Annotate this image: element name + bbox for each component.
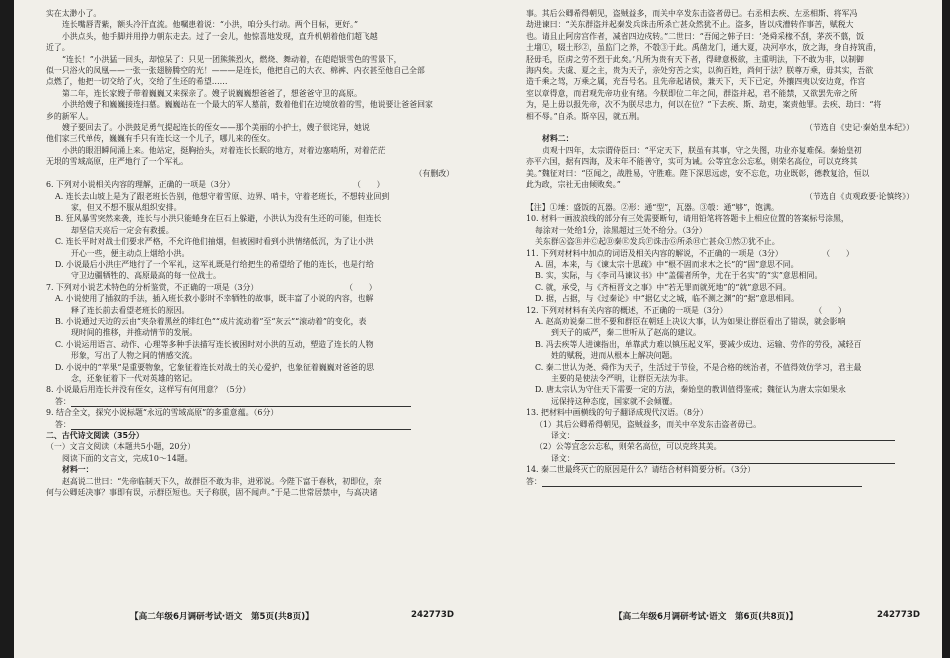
text-line (46, 19, 454, 30)
line-text: 关东群Ⓐ盗Ⓑ并Ⓒ起Ⓓ秦Ⓔ发兵Ⓕ诛击Ⓖ所杀Ⓗ亡甚众Ⓘ然Ⓙ犹不止。 (535, 237, 780, 247)
text-line (46, 305, 454, 316)
line-text: C. 连长平时对战士们要求严格，不允许他们抽烟，但被困时看到小洪情绪低沉，为了让小洪 (55, 237, 374, 247)
text-line (46, 76, 454, 87)
line-text: 答： (55, 396, 71, 406)
text-line (526, 156, 914, 167)
text-line (46, 293, 454, 304)
text-line (526, 384, 914, 395)
line-text: 无垠的雪域高原，庄严地行了一个军礼。 (46, 157, 189, 167)
line-text: 念，还象征着下一代对英雄的铭记。 (71, 374, 198, 383)
line-text: A. 连长去山坡上是为了跟老班长告别，他想守着雪原、边界、哨卡，守着老班长，不想转业回到 (55, 191, 390, 201)
line-text: “连长！”小洪猛一回头，却惊呆了：只见一团熊熊烈火，燃烧、舞动着，在皑皑银雪色的雪景下， (62, 54, 402, 64)
text-line (526, 31, 914, 42)
line-text: 他们家三代单传，巍巍有手只有连长这一个儿子，哪儿来的侄女。 (46, 134, 275, 144)
text-line (46, 430, 454, 441)
line-text: 10. 材料一画波浪线的部分有三处需要断句，请用铅笔将答题卡上相应位置的答案标号涂黑， (526, 214, 849, 224)
text-line (46, 236, 454, 247)
line-text: 海内矣。夫虞、夏之主，贵为天子，亲处穷苦之实，以徇百姓，尚何于法？朕尊万乘，毋其实，吾欲 (526, 66, 874, 76)
answer-blank[interactable] (575, 454, 895, 464)
text-line (46, 202, 454, 213)
line-text: 美。”魏征对曰：“臣闻之，战胜易，守胜难。陛下深思远虑，安不忘危，功业既彰，德教复洽，恒以 (526, 168, 870, 178)
text-line (526, 396, 914, 407)
text-line (46, 362, 454, 373)
text-line (526, 270, 914, 281)
text-line (46, 407, 454, 418)
page-5 (46, 8, 454, 498)
text-line (526, 8, 914, 19)
line-text: B. 小说通过天边的云由“夹杂着黑丝的绯红色”“成片流动着”至“灰云”“滚动着”的变化，表 (55, 316, 367, 326)
line-text: 却坚信天亮后一定会有救援。 (71, 225, 174, 235)
text-line (526, 339, 914, 350)
text-line (46, 441, 454, 452)
text-line (46, 54, 454, 65)
text-line (526, 65, 914, 76)
line-text: 点燃了，他把一切交给了火，交给了生还的希望…… (46, 77, 228, 87)
line-text: A. 固，本来，与《谏太宗十思疏》中“根不固而求木之长”的“固”意思不同。 (535, 259, 799, 269)
line-text: A. 赵高劝说秦二世不要和群臣在朝廷上决议大事，认为如果让群臣看出了错误，就会影响 (535, 316, 846, 326)
text-line (46, 8, 454, 19)
text-line (526, 168, 914, 179)
line-text: 姓的赋税，进而从根本上解决问题。 (551, 351, 678, 361)
footer-code: 242773D (876, 610, 920, 620)
text-line (46, 248, 454, 259)
text-line (526, 248, 914, 259)
line-text: C. 秦二世认为尧、舜作为天子，生活过于节俭，不是合格的统治者，不值得效仿学习，君主最 (535, 362, 862, 372)
line-text: 家，但又不想不服从组织安排。 (71, 202, 182, 212)
line-text: （节选自《史记·秦始皇本纪》） (804, 123, 914, 133)
line-text: 实在太渺小了。 (46, 9, 102, 18)
text-line (526, 191, 914, 202)
text-line (526, 42, 914, 53)
line-text: 乡的新军人。 (46, 111, 94, 121)
line-text: B. 狂风暴雪突然来袭，连长与小洪只能蜷身在巨石上躲避，小洪认为没有生还的可能，但连长 (55, 214, 382, 224)
line-text: 12. 下列对材料有关内容的概述，不正确的一项是（3分） （ ） (526, 305, 846, 315)
line-text: 小洪点头，他手脚并用挣力朝东走去。过了一会儿，他惊喜地发现，直升机朝着他们超飞越 (62, 31, 378, 41)
text-line (526, 407, 914, 418)
line-text: 小洪给嫂子和巍巍接连扫墓。巍巍站在一个最大的军人墓前，数着他们在边境放着的雪，他说要让爸爸回家 (62, 100, 433, 110)
answer-line[interactable] (526, 476, 914, 487)
text-line (526, 259, 914, 270)
line-text: 远保持这种态度，国家就不会倾覆。 (551, 396, 678, 406)
text-line (46, 259, 454, 270)
answer-line[interactable] (46, 396, 454, 407)
text-line (526, 282, 914, 293)
text-line (526, 88, 914, 99)
text-line (46, 168, 454, 179)
text-line (46, 191, 454, 202)
page-6 (526, 8, 914, 487)
line-text: 材料一： (62, 465, 94, 475)
line-text: 土塯①，啜土形②，虽监门之养，不彀③于此。禹凿龙门，通大夏，决河亭水，放之海，身自持筑臿， (526, 43, 882, 53)
line-text: 何与公卿廷决事？事即有误，示群臣短也。天子称朕，固不闻声。”于是二世常居禁中，与高决诸 (46, 488, 378, 498)
text-line (526, 133, 914, 144)
line-text: （1）其后公卿希得朝见，盗贼益多，而关中卒发东击盗者毋已。 (535, 419, 761, 429)
line-text: D. 小说中的“苹果”是重要物象，它象征着连长对战士的关心爱护，也象征着巍巍对爸爸的思 (55, 362, 374, 372)
line-text: 亦平六国，据有四海，及末年不能善守，实可为诫。公等宜念公忘私，则荣名高位，可以克终其 (526, 157, 858, 167)
line-text: B. 冯去疾等人进谏指出，单靠武力难以镇压起义军，要减少成边、运输、劳作的劳役，减轻百 (535, 339, 862, 349)
line-text: （一）文言文阅读（本题共5小题，20分） (46, 442, 196, 452)
text-line (46, 453, 454, 464)
line-text: 连长嘴唇青紫，额头冷汗直流。他嘱患着说：“小洪，咱分头行动。两个目标，更好。” (62, 20, 359, 30)
answer-line[interactable] (526, 453, 914, 464)
line-text: 答： (526, 476, 542, 486)
text-line (46, 327, 454, 338)
text-line (526, 213, 914, 224)
line-text: 近了。 (46, 43, 70, 53)
line-text: 事。其后公卿希得朝见，盗贼益多，而关中卒发东击盗者毋已。右丞相去疾、左丞相斯、将军冯 (526, 9, 858, 18)
line-text: B. 实，实际，与《李司马谏议书》中“盖儒者所争，尤在于名实”的“实”意思相同。 (535, 271, 823, 281)
answer-line[interactable] (526, 430, 914, 441)
line-text: 9. 结合全文，探究小说标题“永远的雪域高原”的多重意蕴。（6分） (46, 408, 279, 418)
line-text: 贞观十四年，太宗谓侍臣曰：“平定天下，朕虽有其事，守之失图，功业亦复难保。秦始皇初 (542, 145, 862, 155)
text-line (46, 145, 454, 156)
text-line (46, 179, 454, 190)
text-line (46, 122, 454, 133)
text-line (526, 145, 914, 156)
answer-blank[interactable] (71, 397, 411, 407)
line-text: 主要的是使法令严明，让群臣无法为非。 (551, 374, 694, 383)
line-text: 13. 把材料中画横线的句子翻译成现代汉语。（8分） (526, 408, 708, 418)
text-line (526, 419, 914, 430)
line-text: 形象，写出了人物之间的情感交流。 (71, 351, 198, 361)
text-line (46, 270, 454, 281)
line-text: （有删改） (414, 168, 454, 178)
line-text: 此为政，宗社无由倾败矣。” (526, 180, 621, 190)
text-line (526, 54, 914, 65)
line-text: D. 小说最后小洪庄严地行了一个军礼，这军礼既是行给把生的希望给了他的连长，也是行给 (55, 259, 374, 269)
text-line (526, 225, 914, 236)
line-text: C. 小说运用语言、动作、心理等多种手法描写连长被困时对小洪的互动，塑造了连长的人物 (55, 339, 374, 349)
line-text: 守卫边疆牺牲的、高原最高的每一位战士。 (71, 271, 221, 281)
line-text: 似一只浴火的凤凰——一张一张翅膀腾空的光！———是连长，他把自己的大衣、棉裤、内衣甚至他自己全部 (46, 66, 425, 76)
footer-code: 242773D (410, 610, 454, 620)
text-line (526, 179, 914, 190)
exam-sheet (14, 0, 944, 658)
line-text: A. 小说使用了插叙的手法，插入班长救小影时不幸牺牲的故事，既丰富了小说的内容，也解 (55, 294, 374, 304)
text-line (46, 65, 454, 76)
answer-blank[interactable] (575, 431, 895, 441)
text-line (46, 133, 454, 144)
text-line (46, 373, 454, 384)
line-text: 阅读下面的文言文，完成10～14题。 (62, 453, 193, 463)
text-line (526, 305, 914, 316)
line-text: 7. 下列对小说艺术特色的分析鉴赏，不正确的一项是（3分） （ ） (46, 282, 377, 292)
text-line (526, 19, 914, 30)
scan-edge (942, 0, 950, 658)
line-text: 开心一些，便主动点上烟给小洪。 (71, 248, 190, 258)
text-line (46, 156, 454, 167)
line-text: 室以章得意，而君观先帝功业有绪。今朕即位二年之间，群盗并起，君不能禁，又欲罢先帝之所 (526, 88, 858, 98)
text-line (46, 225, 454, 236)
line-text: D. 唐太宗认为守住天下需要一定的方法，秦始皇的教训值得鉴戒；魏征认为唐太宗如果永 (535, 385, 846, 395)
line-text: 相不辱。”自杀。斯卒囚，就五刑。 (526, 111, 645, 121)
line-text: 材料二： (542, 134, 574, 144)
line-text: 译文： (551, 453, 575, 463)
text-line (526, 464, 914, 475)
line-text: 答： (55, 419, 71, 429)
footer-title: 【高二年级6月调研考试·语文 第6页(共8页)】 (614, 612, 798, 622)
line-text: 11. 下列对材料中加点的词语及相关内容的解说，不正确的一项是（3分） （ ） (526, 248, 854, 258)
line-text: （节选自《贞观政要·论慎终》） (804, 191, 914, 201)
text-line (526, 236, 914, 247)
text-line (46, 316, 454, 327)
line-text: 造千乘之驾，万乘之属，充吾号名。且先帝起诸侯，兼天下，天下已定，外攘四夷以安边竟，作宫 (526, 77, 866, 87)
text-line (526, 316, 914, 327)
text-line (46, 88, 454, 99)
line-text: 【注】①埵：盛饭的瓦器。②形：通“型”，瓦器。③彀：通“够”，饱满。 (526, 202, 779, 212)
line-text: 二、古代诗文阅读（35分） (46, 431, 144, 441)
text-line (46, 350, 454, 361)
answer-blank[interactable] (542, 477, 862, 487)
answer-blank[interactable] (71, 420, 411, 430)
text-line (46, 487, 454, 498)
line-text: 每涂对一处给1分，涂黑超过三处不给分。（3分） (535, 225, 707, 235)
line-text: 胫毋毛，臣虏之劳不烈于此矣。’凡所为贵有天下者，得肆意极欲，主重明法，下不敢为非，以制御 (526, 54, 864, 64)
line-text: 译文： (551, 431, 575, 441)
line-text: 释了连长前去看望老班长的原因。 (71, 305, 190, 315)
text-line (46, 111, 454, 122)
text-line (46, 476, 454, 487)
text-line (46, 384, 454, 395)
text-line (526, 293, 914, 304)
text-line (46, 42, 454, 53)
line-text: 赵高说二世曰：“先帝临制天下久，故群臣不敢为非，进邪说。今陛下富于春秋，初即位，奈 (62, 476, 382, 486)
line-text: D. 据，占据，与《过秦论》中“据亿丈之城，临不测之渊”的“据”意思相同。 (535, 294, 799, 304)
text-line (526, 122, 914, 133)
text-line (526, 99, 914, 110)
text-line (526, 441, 914, 452)
line-text: 也。请且止阿房宫作者，减省四边戍转。”二世曰：“吾闻之韩子曰：‘尧舜采椽不刮，茅茨不翦，饭 (526, 31, 865, 41)
answer-line[interactable] (46, 419, 454, 430)
text-line (46, 99, 454, 110)
line-text: 小洪的眼泪瞬间涌上来。他站定，挺胸抬头，对着连长长眠的地方，对着边塞哨所，对着茫茫 (62, 145, 386, 155)
text-line (46, 282, 454, 293)
line-text: 8. 小说最后用连长并没有侄女，这样写有何用意？（5分） (46, 385, 251, 395)
text-line (526, 362, 914, 373)
line-text: 现时间的推移，并推动情节的发展。 (71, 328, 198, 338)
footer-title: 【高二年级6月调研考试·语文 第5页(共8页)】 (130, 612, 314, 622)
text-line (46, 464, 454, 475)
line-text: （2）公等宜念公忘私，则荣名高位，可以克终其美。 (535, 442, 722, 452)
line-text: C. 就，承受，与《齐桓晋文之事》中“若无罪而就死地”的“就”意思不同。 (535, 282, 791, 292)
line-text: 14. 秦二世最终灭亡的原因是什么？请结合材料简要分析。（3分） (526, 465, 756, 475)
line-text: 劫进谏曰：“关东群盗并起秦发兵诛击所杀亡甚众然犹不止。盗多，皆以戍漕转作事苦，赋税大 (526, 20, 854, 30)
line-text: 嫂子要回去了。小洪鼓足勇气提起连长的侄女——那个美丽的小护士，嫂子很诧异，她说 (62, 123, 370, 133)
line-text: 第二年，连长家嫂子带着巍巍又来探亲了。嫂子说巍巍想爸爸了，想爸爸守卫的高原。 (62, 88, 362, 98)
text-line (46, 339, 454, 350)
text-line (526, 373, 914, 384)
text-line (526, 76, 914, 87)
text-line (526, 111, 914, 122)
text-line (526, 327, 914, 338)
line-text: 到天子的威严，秦二世听从了赵高的建议。 (551, 328, 701, 338)
line-text: 6. 下列对小说相关内容的理解，正确的一项是（3分） （ ） (46, 180, 385, 190)
text-line (526, 202, 914, 213)
text-line (46, 213, 454, 224)
text-line (526, 350, 914, 361)
line-text: 为，是上毋以报先帝，次不为朕尽忠力，何以在位？”下去疾、斯、劫吏，案责他罪。去疾、劫曰：“将 (526, 100, 882, 110)
text-line (46, 31, 454, 42)
